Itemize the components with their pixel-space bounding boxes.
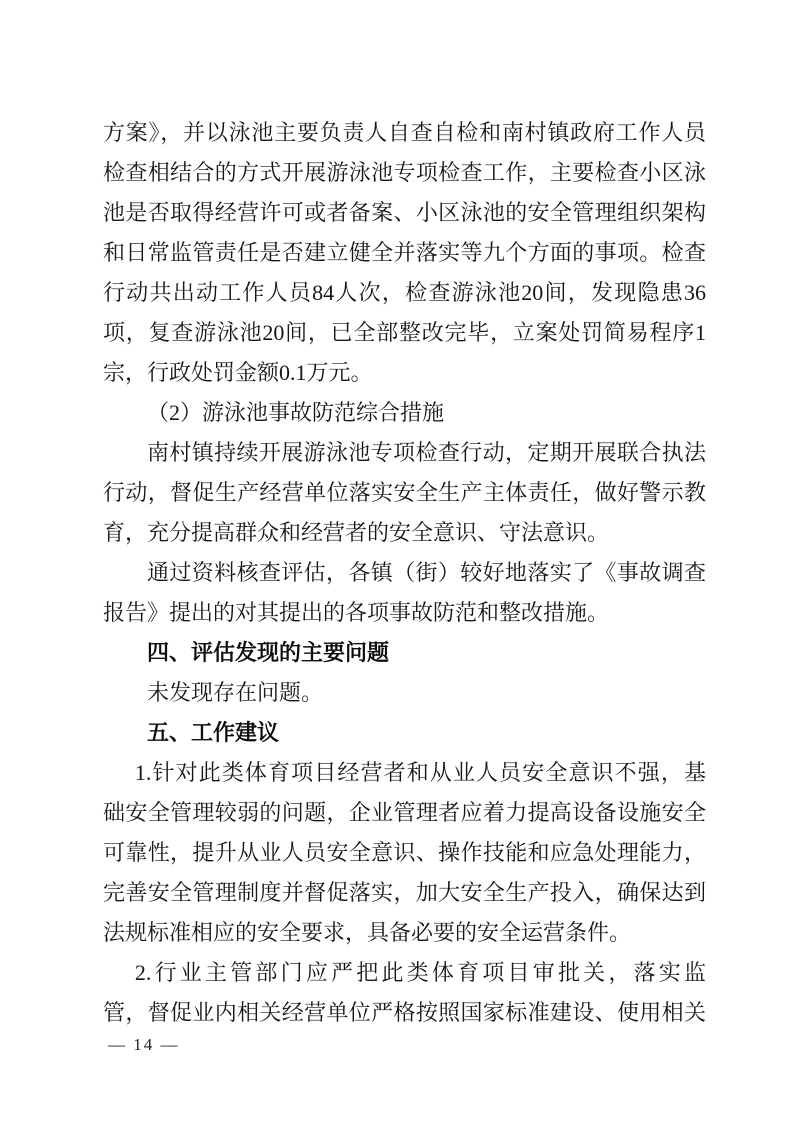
text-line: 项，复查游泳池20间，已全部整改完毕，立案处罚简易程序1	[103, 320, 706, 345]
text-line: 法规标准相应的安全要求，具备必要的安全运营条件。	[103, 920, 632, 945]
text-line: 完善安全管理制度并督促落实，加大安全生产投入，确保达到	[103, 880, 706, 905]
paragraph	[103, 753, 706, 953]
paragraph	[103, 393, 706, 433]
text-line: 行动，督促生产经营单位落实安全生产主体责任，做好警示教	[103, 480, 706, 505]
section-heading: 四、评估发现的主要问题	[147, 640, 390, 665]
paragraph	[103, 433, 706, 553]
section-heading-block	[103, 713, 706, 753]
text-line: 未发现存在问题。	[147, 680, 324, 705]
paragraph	[103, 553, 706, 633]
text-line: 2.行业主管部门应严把此类体育项目审批关，落实监	[134, 960, 706, 985]
text-line: 南村镇持续开展游泳池专项检查行动，定期开展联合执法	[147, 440, 706, 465]
document-body	[103, 113, 706, 1033]
text-line: 和日常监管责任是否建立健全并落实等九个方面的事项。检查	[103, 240, 706, 265]
text-line: 础安全管理较弱的问题，企业管理者应着力提高设备设施安全	[103, 800, 706, 825]
section-heading-block	[103, 633, 706, 673]
text-line: 通过资料核查评估，各镇（街）较好地落实了《事故调查	[147, 560, 706, 585]
page-footer	[108, 1032, 180, 1058]
text-line: 1.针对此类体育项目经营者和从业人员安全意识不强，基	[134, 760, 706, 785]
paragraph	[103, 673, 706, 713]
section-heading: 五、工作建议	[147, 720, 280, 745]
text-line: 育，充分提高群众和经营者的安全意识、守法意识。	[103, 520, 610, 545]
text-line: （2）游泳池事故防范综合措施	[147, 400, 445, 425]
text-line: 可靠性，提升从业人员安全意识、操作技能和应急处理能力，	[103, 840, 706, 865]
text-line: 宗，行政处罚金额0.1万元。	[103, 360, 373, 385]
paragraph	[103, 113, 706, 393]
text-line: 方案》，并以泳池主要负责人自查自检和南村镇政府工作人员	[103, 120, 706, 145]
text-line: 报告》提出的对其提出的各项事故防范和整改措施。	[103, 600, 610, 625]
text-line: 池是否取得经营许可或者备案、小区泳池的安全管理组织架构	[103, 200, 706, 225]
page-number: — 14 —	[108, 1035, 180, 1054]
text-line: 检查相结合的方式开展游泳池专项检查工作，主要检查小区泳	[103, 160, 706, 185]
text-line: 管，督促业内相关经营单位严格按照国家标准建设、使用相关	[103, 1000, 706, 1025]
paragraph	[103, 953, 706, 1033]
text-line: 行动共出动工作人员84人次，检查游泳池20间，发现隐患36	[103, 280, 706, 305]
